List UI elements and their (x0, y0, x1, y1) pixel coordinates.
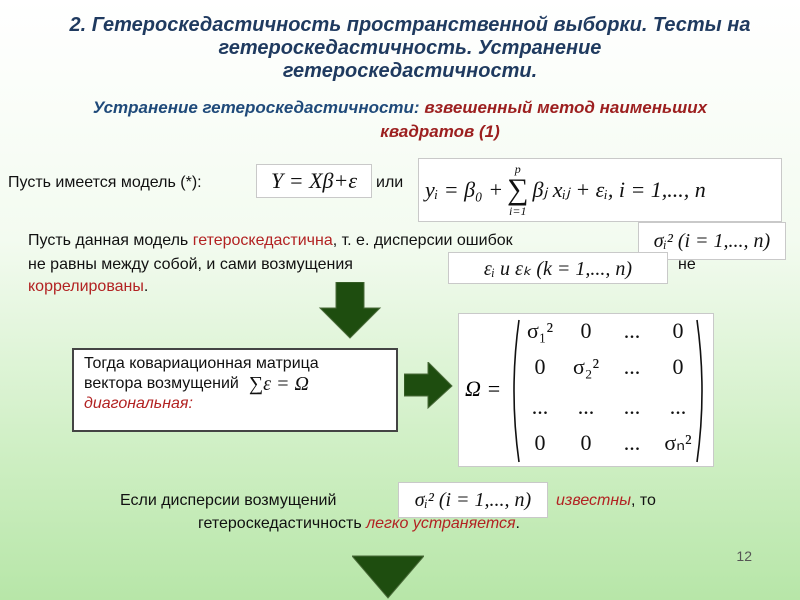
matrix-lhs: Ω = (465, 376, 502, 401)
matrix-cell: ... (623, 394, 641, 419)
matrix-cell: ... (623, 430, 641, 455)
conclusion-line-2 (198, 513, 520, 535)
conclusion-line-1b (556, 490, 656, 512)
down-arrow-bottom-icon (352, 552, 424, 600)
hetero-text-3red: коррелированы (28, 278, 144, 295)
slide-subtitle (30, 96, 770, 144)
omega-matrix (458, 313, 714, 467)
title-line-3: гетероскедастичности. (282, 60, 538, 82)
matrix-cell: 0 (580, 430, 592, 455)
slide-title (30, 14, 790, 83)
or-text: или (376, 174, 404, 191)
sum-symbol: p ∑ i=1 (507, 162, 529, 218)
cov-line-1: Тогда ковариационная матрица (84, 355, 319, 372)
conclusion-known: известны (556, 492, 631, 509)
hetero-ne: не (678, 256, 696, 273)
formula-sigma: σᵢ² (i = 1,..., n) (653, 229, 771, 252)
cov-formula: ∑ε = Ω (248, 373, 309, 395)
title-line-2: гетероскедастичность. Устранение (218, 37, 602, 59)
hetero-text-1b: , т. е. дисперсии ошибок (332, 232, 513, 249)
matrix-cell: ... (577, 394, 595, 419)
hetero-line-1 (28, 230, 638, 252)
conclusion-formula: σᵢ² (i = 1,..., n) (414, 488, 532, 511)
formula-short-box (256, 164, 372, 198)
covariance-box (72, 348, 398, 432)
matrix-cell: 0 (672, 318, 684, 343)
formula-eps-box (448, 252, 668, 284)
matrix-cell: ... (669, 394, 687, 419)
matrix-cell: ... (623, 354, 641, 379)
title-line-1: 2. Гетероскедастичность пространственной выборки. Тесты на (69, 14, 751, 36)
down-arrow-icon (318, 282, 382, 340)
subtitle-red-2: квадратов (1) (380, 122, 500, 141)
conclusion-hetero: гетероскедастичность (198, 515, 362, 532)
hetero-text-1a: Пусть данная модель (28, 232, 189, 249)
sum-bottom: i=1 (509, 204, 527, 218)
matrix-cell: 0 (534, 430, 546, 455)
conclusion-dot: . (515, 515, 520, 532)
subtitle-red-1: взвешенный метод наименьших (424, 98, 708, 117)
sum-top: p (514, 162, 521, 176)
formula-long-lhs: yᵢ = β₀ + (425, 177, 504, 202)
matrix-cell: σₙ² (664, 430, 692, 455)
formula-long-rhs: βⱼ xᵢⱼ + εᵢ, i = 1,..., n (532, 177, 706, 202)
conclusion-easy: легко устраняется (366, 515, 516, 532)
matrix-cell: σ₁² (526, 318, 554, 343)
hetero-text-3b: . (143, 278, 149, 295)
matrix-cell: 0 (580, 318, 592, 343)
matrix-cell: ... (531, 394, 549, 419)
conclusion-line-1a: Если дисперсии возмущений (120, 492, 337, 509)
formula-long-box (418, 158, 782, 222)
subtitle-blue: Устранение гетероскедастичности: (92, 98, 420, 117)
matrix-cell: 0 (534, 354, 546, 379)
hetero-text-1red: гетероскедастична (192, 232, 333, 249)
conclusion-then: , то (630, 492, 656, 509)
right-arrow-icon (404, 362, 454, 410)
cov-line-2: вектора возмущений (84, 375, 239, 392)
hetero-line-2: не равны между собой, и сами возмущения (28, 256, 353, 273)
matrix-cell: σ₂² (572, 354, 600, 379)
hetero-line-3 (28, 276, 148, 298)
formula-eps: εᵢ и εₖ (k = 1,..., n) (483, 257, 633, 280)
cov-line-3: диагональная: (84, 395, 193, 412)
model-intro: Пусть имеется модель (*): (8, 174, 202, 191)
page-number: 12 (736, 548, 752, 564)
matrix-cell: ... (623, 318, 641, 343)
formula-short: Y = Xβ+ε (271, 168, 357, 193)
matrix-cell: 0 (672, 354, 684, 379)
